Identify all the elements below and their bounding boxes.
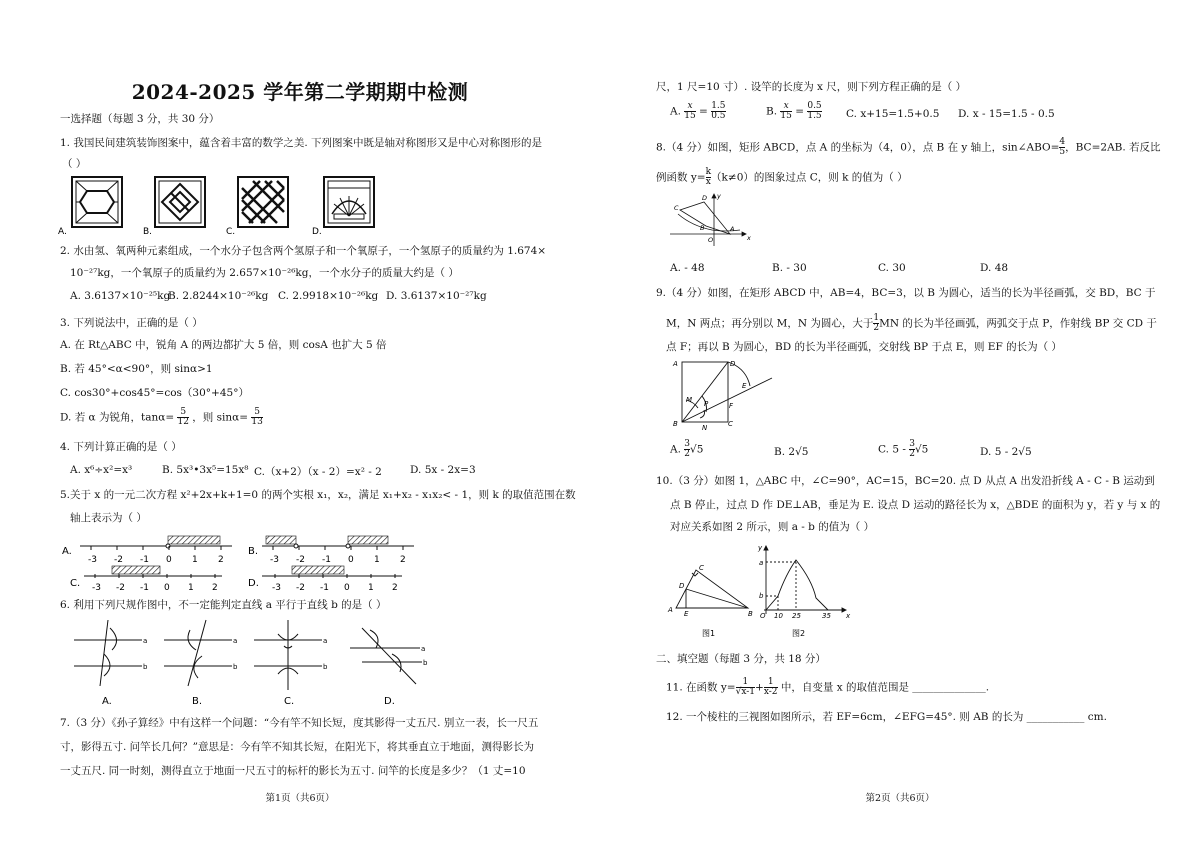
q5-label-b: B. xyxy=(248,546,259,557)
q5-tick-label: -1 xyxy=(140,555,149,565)
q9-option-a xyxy=(670,440,703,459)
q10-line-3: 对应关系如图 2 所示，则 a - b 的值为（ ） xyxy=(670,521,875,533)
q9-fig-e: E xyxy=(742,382,747,390)
q9-fig-m: M xyxy=(686,396,693,404)
q11-pre: 11. 在函数 y= xyxy=(666,681,736,694)
q8-fig-o: O xyxy=(708,236,714,244)
q3-option-d xyxy=(60,408,263,427)
q6-c-line-a-label: a xyxy=(323,637,328,645)
q8-l2-pre: 例函数 y= xyxy=(656,171,706,184)
q6-diagram-b xyxy=(164,620,232,686)
q9-option-d: D. 5 - 2√5 xyxy=(980,446,1032,458)
q9-l2-post: MN 的长为半径画弧，两弧交于点 P，作射线 BP 交 CD 于 xyxy=(879,317,1157,330)
q8-line-1 xyxy=(656,138,1161,157)
q3-option-b: B. 若 45°<α<90°，则 sinα>1 xyxy=(60,363,213,375)
q1-pattern-d xyxy=(324,177,374,227)
q3-d-f1-den: 12 xyxy=(177,417,189,427)
q7-line-3: 一丈五尺. 同一时刻，测得直立于地面一尺五寸的标杆的影长为五寸. 问竿的长度是多少？（1 丈=10 xyxy=(60,765,526,777)
q9-a-prefix: A. xyxy=(670,443,685,456)
q8-figure xyxy=(666,190,756,250)
q6-diagram-a xyxy=(74,620,142,686)
q8-line-2 xyxy=(656,168,908,187)
q4-option-b: B. 5x³•3x⁵=15x⁸ xyxy=(162,464,249,476)
q4-option-a: A. x⁶÷x²=x³ xyxy=(70,464,133,476)
q7-a-frac-1 xyxy=(684,102,695,121)
q7-b-frac-1 xyxy=(780,102,791,121)
q3-d-f2-den: 13 xyxy=(251,417,263,427)
q7-b-f2-den: 1.5 xyxy=(807,111,822,121)
q6-a-line-a-label: a xyxy=(143,637,148,645)
q5-tick-label: 0 xyxy=(344,583,350,592)
q9-fig-c: C xyxy=(728,420,733,428)
q8-option-b: B. - 30 xyxy=(772,262,807,274)
q8-option-a: A. - 48 xyxy=(670,262,705,274)
q5-tick-label: -2 xyxy=(116,583,125,592)
q7-option-a: A. $\frac{x}{15}$ = $\frac{1.5}{0.5}$ xyxy=(670,101,726,121)
page-1-footer: 第1页（共6页） xyxy=(265,793,335,804)
q3-d-mid: ，则 sinα= xyxy=(192,411,249,424)
q5-label-d: D. xyxy=(248,578,259,589)
q10-fig1-e: E xyxy=(684,610,689,618)
q5-tick-label: -1 xyxy=(320,583,329,592)
q9-c-tail: √5 xyxy=(914,443,929,456)
q6-label-d: D. xyxy=(384,696,395,707)
q11-plus: + xyxy=(755,681,764,694)
q9-line-1: 9.（4 分）如图，在矩形 ABCD 中，AB=4，BC=3，以 B 为圆心，适当的长为半径画弧，交 BD，BC 于 xyxy=(656,287,1156,299)
q5-tick-label: -3 xyxy=(270,555,279,565)
q7-b-f1-den: 15 xyxy=(780,111,792,121)
q2-option-b: B. 2.8244×10⁻²⁶kg xyxy=(168,290,269,302)
q10-figure-1 xyxy=(676,570,748,608)
q2-option-c: C. 2.9918×10⁻²⁶kg xyxy=(278,290,379,302)
q5-tick-label: -1 xyxy=(322,555,331,565)
q5-tick-label: 2 xyxy=(400,555,406,565)
q1-label-a: A. xyxy=(58,227,67,236)
page-2-footer: 第2页（共6页） xyxy=(865,793,935,804)
q6-diagram-c xyxy=(254,620,322,690)
q9-l2-pre: M，N 两点；再分别以 M，N 为圆心，大于 xyxy=(666,317,874,330)
q9-a-num: 3 xyxy=(684,439,690,449)
q10-fig2-a: a xyxy=(759,559,764,567)
q5-tick-label: 0 xyxy=(164,583,170,592)
q8-sin-num: 4 xyxy=(1059,137,1066,147)
q5-tick-label: 1 xyxy=(374,555,380,565)
q10-fig2-x: x xyxy=(846,612,851,620)
q7-b-f1-num: x xyxy=(783,101,789,111)
q12-line: 12. 一个棱柱的三视图如图所示，若 EF=6cm，∠EFG=45°. 则 AB 的长为 ___________ cm. xyxy=(666,711,1107,723)
q9-c-prefix: C. 5 - xyxy=(878,443,910,456)
q3-d-fraction-1 xyxy=(177,408,188,427)
q6-constructions-figure xyxy=(70,618,440,710)
q9-fig-n: N xyxy=(702,424,708,432)
q6-d-line-a-label: a xyxy=(421,645,426,653)
q7-a-prefix: A. xyxy=(670,105,681,118)
q7-a-f2-num: 1.5 xyxy=(711,101,726,111)
q4-option-c: C.（x+2）（x - 2）=x² - 2 xyxy=(254,466,382,478)
q7-cont-line: 尺，1 尺=10 寸）. 设竿的长度为 x 尺，则下列方程正确的是（ ） xyxy=(656,81,967,93)
q7-b-f2-num: 0.5 xyxy=(807,101,822,111)
q5-tick-label: 2 xyxy=(218,555,224,565)
q1-pattern-a xyxy=(72,177,122,227)
q8-option-c: C. 30 xyxy=(878,262,906,274)
q4-option-d: D. 5x - 2x=3 xyxy=(410,464,476,476)
section-2-heading: 二、填空题（每题 3 分，共 18 分） xyxy=(656,653,826,665)
q5-tick-label: 1 xyxy=(192,555,198,565)
q3-stem: 3. 下列说法中，正确的是（ ） xyxy=(60,317,203,329)
q9-fig-b: B xyxy=(673,420,678,428)
q8-l1-pre: 8.（4 分）如图，矩形 ABCD，点 A 的坐标为（4，0），点 B 在 y 轴上，sin∠ABO= xyxy=(656,141,1060,154)
q9-c-num: 3 xyxy=(909,439,915,449)
q8-k-num: k xyxy=(705,167,712,177)
q7-option-d: D. x - 15=1.5 - 0.5 xyxy=(958,108,1055,120)
q9-fig-p: P xyxy=(704,400,709,408)
q3-option-a: A. 在 Rt△ABC 中，锐角 A 的两边都扩大 5 倍，则 cosA 也扩大 5 倍 xyxy=(60,339,387,351)
q5-line-1: 5.关于 x 的一元二次方程 x²+2x+k+1=0 的两个实根 x₁，x₂，满足 x₁+x₂ - x₁x₂< - 1，则 k 的取值范围在数 xyxy=(60,489,576,501)
q8-fig-b: B xyxy=(700,224,705,232)
q10-figures xyxy=(666,540,866,644)
q2-line-2: 10⁻²⁷kg，一个氧原子的质量约为 2.657×10⁻²⁶kg，一个水分子的质量大约是（ ） xyxy=(70,267,459,279)
q5-tick-label: 2 xyxy=(212,583,218,592)
q5-tick-label: -2 xyxy=(114,555,123,565)
q3-d-f1-num: 5 xyxy=(180,407,187,417)
q10-fig2-caption: 图2 xyxy=(792,629,806,638)
q5-tick-label: -2 xyxy=(296,555,305,565)
q5-tick-label: 0 xyxy=(166,555,172,565)
q11-f2-den: x-2 xyxy=(763,687,778,697)
q7-line-1: 7.（3 分）《孙子算经》中有这样一个问题：“今有竿不知长短，度其影得一丈五尺. 别立一表，长一尺五 xyxy=(60,717,539,729)
q4-stem: 4. 下列计算正确的是（ ） xyxy=(60,441,182,453)
q1-line-2: （ ） xyxy=(62,158,87,170)
q9-half-den: 2 xyxy=(873,323,880,333)
q1-patterns-figure xyxy=(58,174,378,236)
q10-fig2-y: y xyxy=(758,544,763,552)
q9-option-c xyxy=(878,440,928,459)
q5-line-a xyxy=(62,536,232,557)
q2-option-a: A. 3.6137×10⁻²⁵kg xyxy=(70,290,171,302)
q10-fig1-a: A xyxy=(668,606,673,614)
q8-k-den: x xyxy=(705,177,711,187)
page-2 xyxy=(600,0,1200,852)
q9-line-2 xyxy=(666,314,1157,333)
q3-d-prefix: D. 若 α 为锐角，tanα= xyxy=(60,411,175,424)
q5-number-lines-figure xyxy=(62,528,422,592)
q6-diagram-d xyxy=(350,628,422,684)
q5-label-c: C. xyxy=(70,578,81,589)
q1-pattern-c xyxy=(238,177,288,227)
q3-option-c: C. cos30°+cos45°=cos（30°+45°） xyxy=(60,387,249,399)
q9-fig-d: D xyxy=(730,360,736,368)
q10-line-2: 点 B 停止，过点 D 作 DE⊥AB，垂足为 E. 设点 D 运动的路径长为 x，△BDE 的面积为 y，若 y 与 x 的 xyxy=(670,499,1161,511)
q11-f2-num: 1 xyxy=(767,677,774,687)
q8-fig-a: A xyxy=(730,225,735,233)
q9-a-tail: √5 xyxy=(690,443,704,456)
q8-fig-d: D xyxy=(702,194,708,202)
q5-tick-label: 0 xyxy=(348,555,354,565)
q9-half-num: 1 xyxy=(873,313,880,323)
q8-fig-c: C xyxy=(674,204,679,212)
q8-fig-x: x xyxy=(747,234,751,242)
q9-line-3: 点 F；再以 B 为圆心，BD 的长为半径画弧，交射线 BP 于点 E，则 EF 的长为（ ） xyxy=(666,341,1062,353)
q5-tick-label: -1 xyxy=(140,583,149,592)
q5-tick-label: -3 xyxy=(272,583,281,592)
q11-fraction-1 xyxy=(736,678,755,697)
q1-label-d: D. xyxy=(312,227,322,236)
q10-figure-2 xyxy=(764,546,846,614)
q6-stem: 6. 利用下列尺规作图中，不一定能判定直线 a 平行于直线 b 的是（ ） xyxy=(60,599,387,611)
q7-b-frac-2 xyxy=(807,102,821,121)
q3-d-fraction-2 xyxy=(251,408,262,427)
q11-fraction-2 xyxy=(764,678,778,697)
q5-tick-label: 1 xyxy=(188,583,194,592)
q2-option-d: D. 3.6137×10⁻²⁷kg xyxy=(386,290,487,302)
q1-pattern-b xyxy=(155,177,205,227)
q10-fig2-b: b xyxy=(759,592,764,600)
exam-title: 2024-2025 学年第二学期期中检测 xyxy=(131,80,469,104)
q6-a-line-b-label: b xyxy=(143,663,148,671)
q10-line-1: 10.（3 分）如图 1，△ABC 中，∠C=90°，AC=15，BC=20. 点 D 从点 A 出发沿折线 A - C - B 运动到 xyxy=(656,475,1155,487)
q10-fig1-caption: 图1 xyxy=(702,629,716,638)
q5-line-2: 轴上表示为（ ） xyxy=(70,512,147,524)
q7-option-c: C. x+15=1.5+0.5 xyxy=(846,108,940,120)
q5-tick-label: 2 xyxy=(392,583,398,592)
q6-label-c: C. xyxy=(284,696,295,707)
q7-line-2: 寸，影得五寸. 问竿长几何？”意思是：今有竿不知其长短，在阳光下，将其垂直立于地面，测得影长为 xyxy=(60,741,535,753)
q7-b-prefix: B. xyxy=(766,105,778,118)
q7-a-f2-den: 0.5 xyxy=(711,111,726,121)
q11-post: 中，自变量 x 的取值范围是 ______________. xyxy=(780,681,990,694)
q9-c-den: 2 xyxy=(909,449,915,459)
q3-d-f2-num: 5 xyxy=(254,407,260,417)
q2-line-1: 2. 水由氢、氧两种元素组成，一个水分子包含两个氢原子和一个氧原子，一个氢原子的质量约为 1.674× xyxy=(60,245,547,257)
q5-label-a: A. xyxy=(62,546,72,557)
q8-l1-post: ，BC=2AB. 若反比 xyxy=(1065,141,1161,154)
q11-line xyxy=(666,678,989,697)
q8-l2-post: （k≠0）的图象过点 C，则 k 的值为（ ） xyxy=(711,171,908,184)
q6-d-line-b-label: b xyxy=(423,659,428,667)
q10-fig1-c: C xyxy=(699,564,704,572)
q9-option-b: B. 2√5 xyxy=(774,446,809,458)
q9-a-den: 2 xyxy=(684,449,690,459)
q10-fig2-25: 25 xyxy=(792,612,801,620)
q10-fig1-b: B xyxy=(748,610,753,618)
q8-option-d: D. 48 xyxy=(980,262,1009,274)
section-1-heading: 一选择题（每题 3 分，共 30 分） xyxy=(60,113,220,125)
q5-tick-label: -2 xyxy=(296,583,305,592)
q9-fig-a: A xyxy=(673,360,678,368)
q6-b-line-a-label: a xyxy=(233,637,238,645)
q5-tick-label: -3 xyxy=(88,555,97,565)
q10-fig2-35: 35 xyxy=(822,612,831,620)
q1-label-c: C. xyxy=(226,227,236,236)
q11-f1-den: √x-1 xyxy=(735,687,756,697)
q9-figure xyxy=(670,356,780,432)
q9-fig-f: F xyxy=(729,402,734,410)
q7-a-f1-den: 15 xyxy=(684,111,696,121)
q11-f1-num: 1 xyxy=(742,677,749,687)
q10-fig2-o: O xyxy=(760,612,766,620)
q7-a-f1-num: x xyxy=(687,101,693,111)
q8-fig-y: y xyxy=(717,192,721,200)
q10-fig2-10: 10 xyxy=(774,612,783,620)
q1-line-1: 1. 我国民间建筑装饰图案中，蕴含着丰富的数学之美. 下列图案中既是轴对称图形又是中心对称图形的是 xyxy=(60,137,543,149)
q7-a-frac-2 xyxy=(711,102,725,121)
q6-label-b: B. xyxy=(192,696,203,707)
q6-c-line-b-label: b xyxy=(323,663,328,671)
q8-sin-den: 5 xyxy=(1059,147,1066,157)
q6-label-a: A. xyxy=(102,696,112,707)
q6-b-line-b-label: b xyxy=(233,663,238,671)
q7-option-b: B. $\frac{x}{15}$ = $\frac{0.5}{1.5}$ xyxy=(766,101,822,121)
q5-tick-label: 1 xyxy=(368,583,374,592)
q5-tick-label: -3 xyxy=(92,583,101,592)
q10-fig1-d: D xyxy=(679,582,685,590)
q1-label-b: B. xyxy=(143,227,153,236)
